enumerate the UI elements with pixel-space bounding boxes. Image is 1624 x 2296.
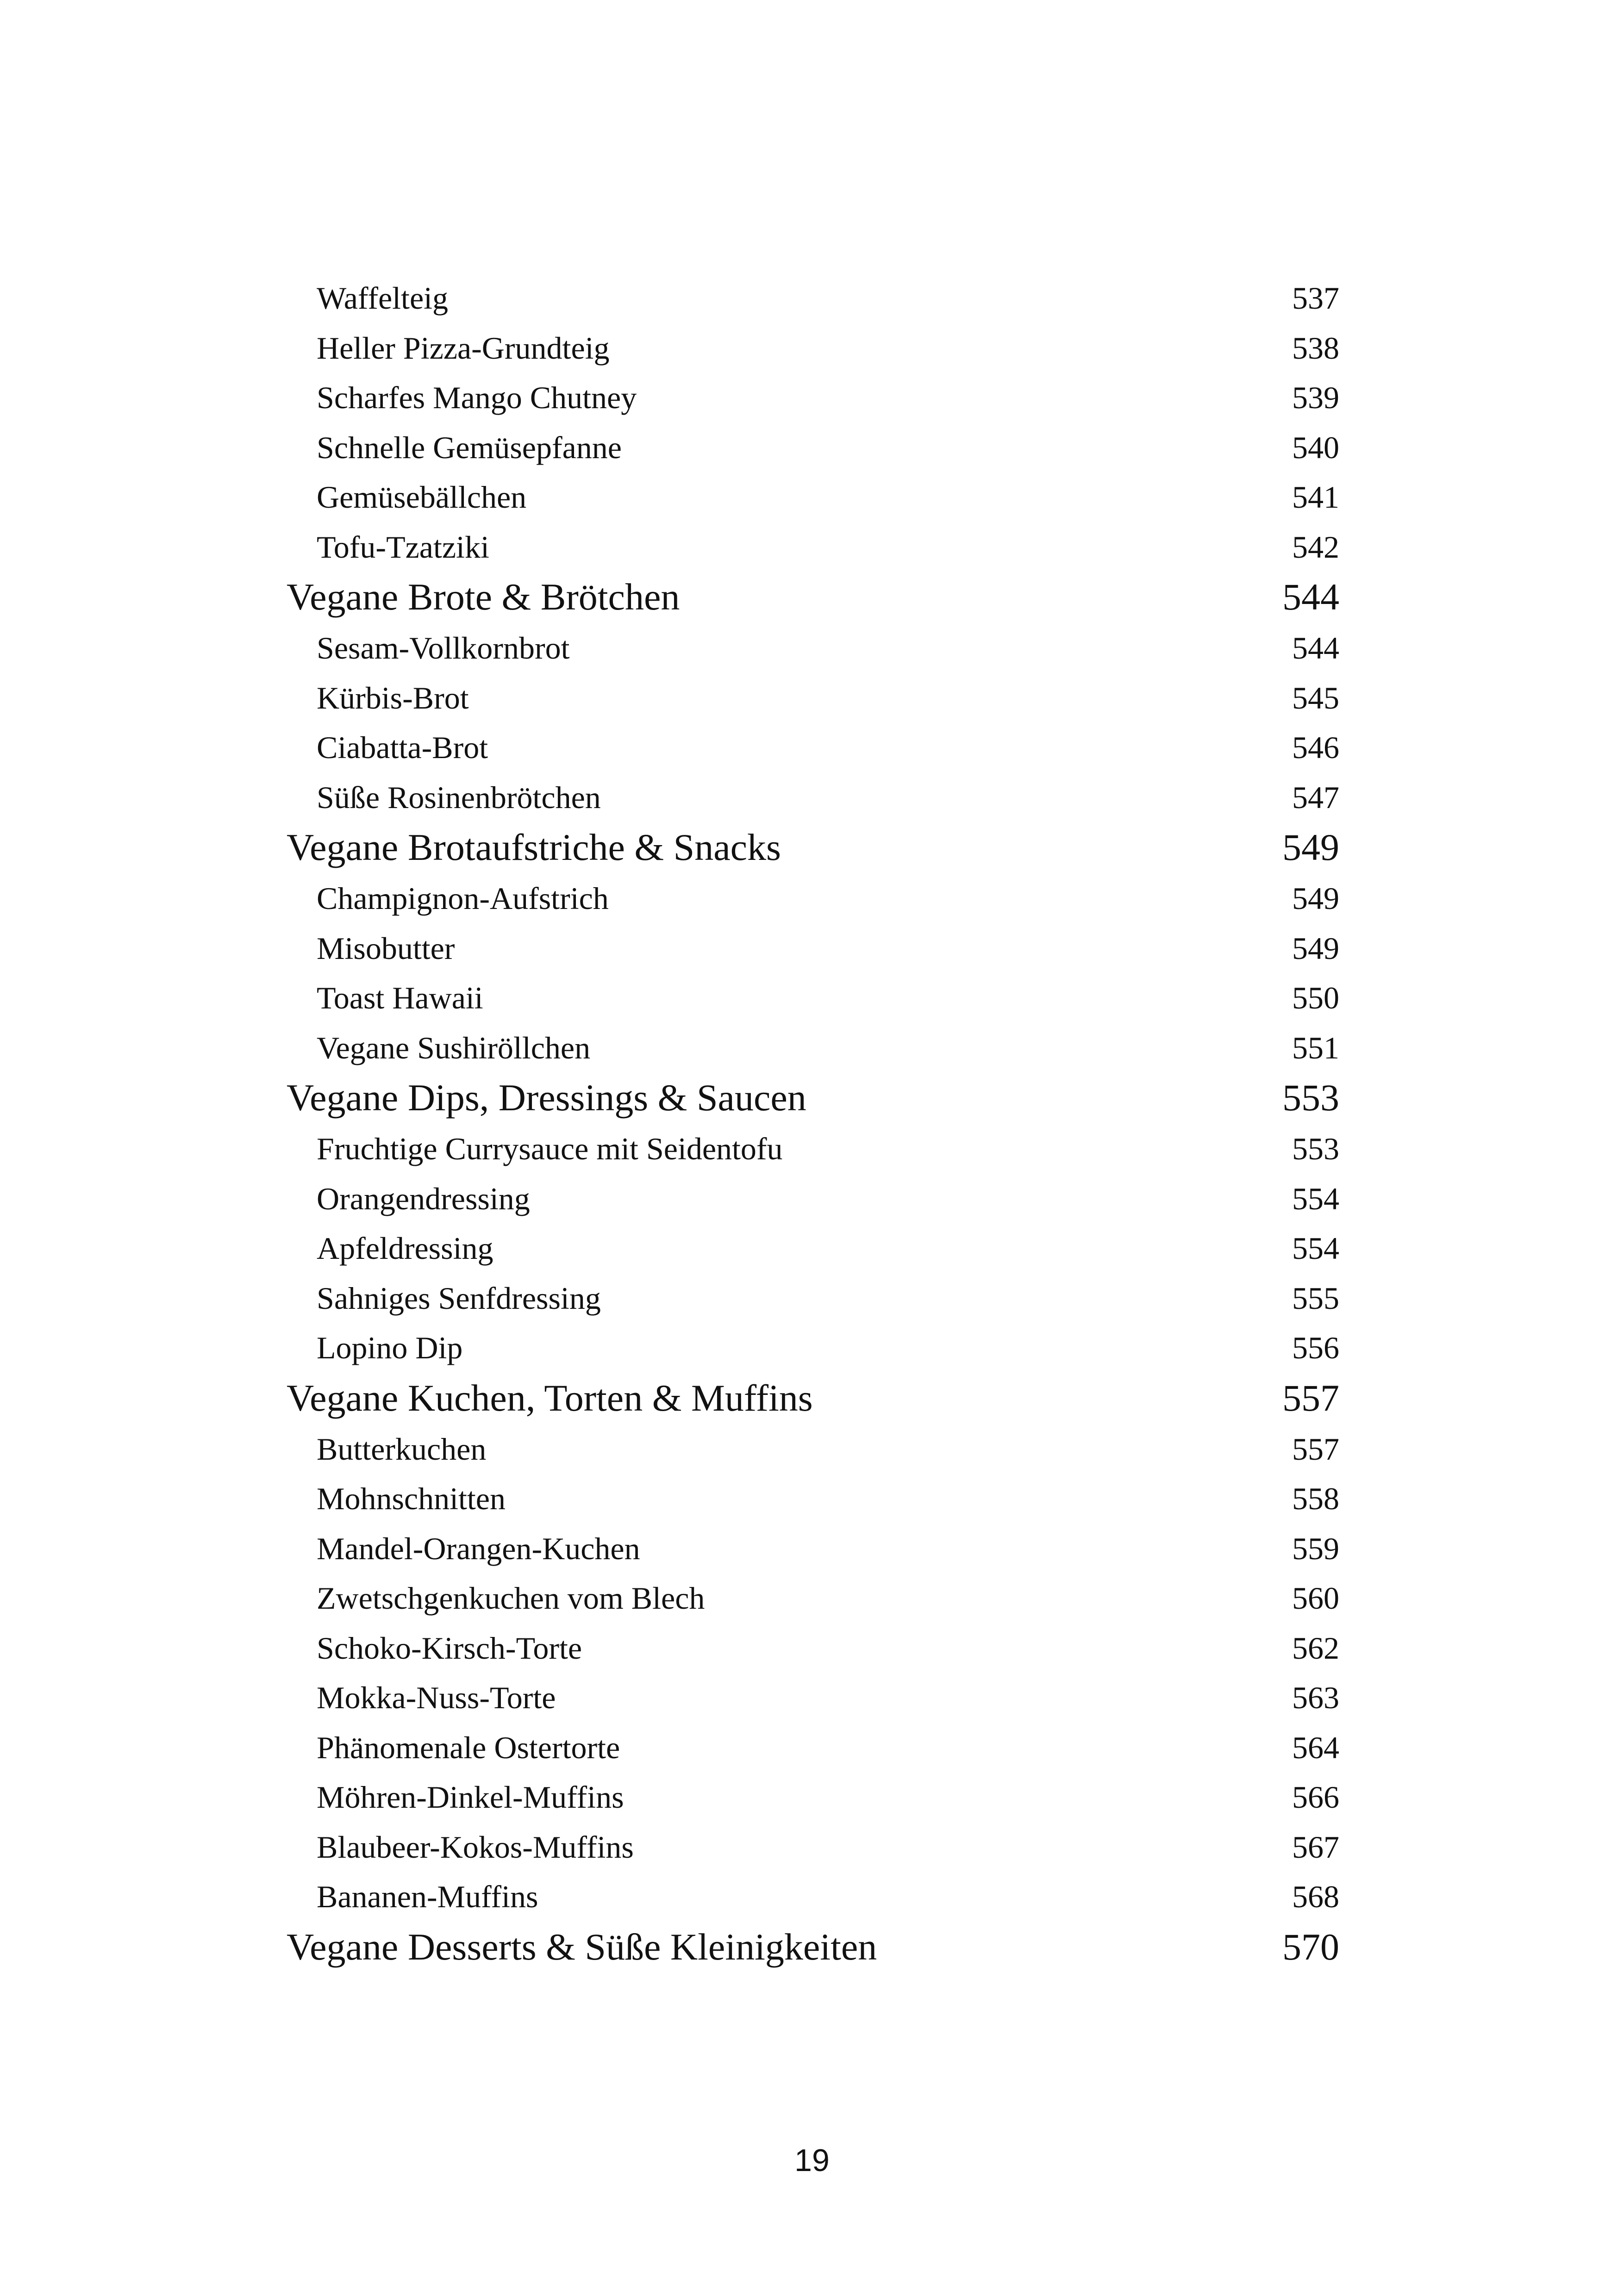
toc-entry-row xyxy=(0,1423,1624,1473)
toc-entry-page-number: 556 xyxy=(1292,1330,1339,1365)
toc-entry-title: Süße Rosinenbrötchen xyxy=(317,779,601,815)
toc-entry-title: Bananen-Muffins xyxy=(317,1879,538,1914)
toc-entry-title: Fruchtige Currysauce mit Seidentofu xyxy=(317,1131,783,1166)
toc-entry-page-number: 540 xyxy=(1292,429,1339,465)
toc-entry-page-number: 560 xyxy=(1292,1580,1339,1616)
toc-entry-page-number: 538 xyxy=(1292,330,1339,366)
toc-section-title: Vegane Brote & Brötchen xyxy=(287,576,680,618)
toc-entry-row xyxy=(0,1771,1624,1821)
table-of-contents xyxy=(0,272,1624,1972)
toc-entry-page-number: 554 xyxy=(1292,1231,1339,1266)
toc-entry-page-number: 562 xyxy=(1292,1630,1339,1666)
toc-entry-page-number: 545 xyxy=(1292,680,1339,716)
toc-entry-row xyxy=(0,1322,1624,1372)
toc-section-row xyxy=(0,571,1624,622)
toc-entry-row xyxy=(0,672,1624,722)
toc-entry-row xyxy=(0,622,1624,672)
toc-entry-row xyxy=(0,471,1624,521)
toc-entry-row xyxy=(0,422,1624,472)
toc-section-row xyxy=(0,1071,1624,1123)
toc-section-page-number: 553 xyxy=(1282,1076,1339,1119)
toc-section-row xyxy=(0,1921,1624,1972)
toc-entry-page-number: 553 xyxy=(1292,1131,1339,1166)
toc-entry-title: Schnelle Gemüsepfanne xyxy=(317,429,622,465)
toc-entry-page-number: 549 xyxy=(1292,930,1339,966)
toc-entry-page-number: 551 xyxy=(1292,1030,1339,1065)
toc-entry-row xyxy=(0,1622,1624,1672)
toc-entry-title: Mokka-Nuss-Torte xyxy=(317,1680,556,1715)
toc-entry-title: Scharfes Mango Chutney xyxy=(317,380,637,415)
toc-entry-page-number: 567 xyxy=(1292,1829,1339,1865)
toc-section-page-number: 557 xyxy=(1282,1376,1339,1419)
toc-entry-page-number: 559 xyxy=(1292,1531,1339,1566)
toc-entry-title: Kürbis-Brot xyxy=(317,680,469,716)
toc-entry-page-number: 549 xyxy=(1292,881,1339,916)
toc-entry-title: Orangendressing xyxy=(317,1181,530,1216)
toc-entry-title: Mohnschnitten xyxy=(317,1481,506,1516)
toc-section-page-number: 544 xyxy=(1282,576,1339,618)
toc-entry-page-number: 566 xyxy=(1292,1780,1339,1815)
toc-entry-page-number: 544 xyxy=(1292,630,1339,666)
toc-entry-row xyxy=(0,772,1624,821)
toc-entry-title: Blaubeer-Kokos-Muffins xyxy=(317,1829,634,1865)
toc-entry-row xyxy=(0,1173,1624,1223)
toc-entry-row xyxy=(0,872,1624,922)
toc-entry-row xyxy=(0,1272,1624,1322)
toc-entry-page-number: 558 xyxy=(1292,1481,1339,1516)
toc-entry-page-number: 554 xyxy=(1292,1181,1339,1216)
toc-entry-page-number: 564 xyxy=(1292,1730,1339,1765)
toc-entry-row xyxy=(0,1722,1624,1772)
toc-entry-row xyxy=(0,1022,1624,1072)
toc-entry-title: Toast Hawaii xyxy=(317,980,483,1015)
toc-entry-page-number: 542 xyxy=(1292,529,1339,565)
toc-entry-row xyxy=(0,972,1624,1022)
toc-entry-row xyxy=(0,1672,1624,1722)
toc-entry-title: Sahniges Senfdressing xyxy=(317,1280,601,1316)
toc-entry-row xyxy=(0,372,1624,422)
toc-entry-page-number: 555 xyxy=(1292,1280,1339,1316)
toc-entry-page-number: 539 xyxy=(1292,380,1339,415)
page-number: 19 xyxy=(794,2143,830,2178)
toc-entry-row xyxy=(0,1473,1624,1523)
toc-entry-title: Phänomenale Ostertorte xyxy=(317,1730,620,1765)
toc-entry-title: Zwetschgenkuchen vom Blech xyxy=(317,1580,705,1616)
toc-entry-page-number: 546 xyxy=(1292,730,1339,765)
toc-section-title: Vegane Brotaufstriche & Snacks xyxy=(287,826,781,868)
toc-entry-title: Ciabatta-Brot xyxy=(317,730,488,765)
toc-entry-title: Gemüsebällchen xyxy=(317,479,527,515)
toc-entry-row xyxy=(0,272,1624,322)
toc-section-title: Vegane Desserts & Süße Kleinigkeiten xyxy=(287,1925,877,1968)
toc-entry-title: Apfeldressing xyxy=(317,1231,493,1266)
toc-entry-title: Heller Pizza-Grundteig xyxy=(317,330,610,366)
toc-entry-title: Schoko-Kirsch-Torte xyxy=(317,1630,582,1666)
toc-entry-title: Waffelteig xyxy=(317,280,449,316)
toc-entry-title: Sesam-Vollkornbrot xyxy=(317,630,570,666)
toc-entry-title: Tofu-Tzatziki xyxy=(317,529,489,565)
toc-entry-page-number: 547 xyxy=(1292,779,1339,815)
toc-entry-page-number: 541 xyxy=(1292,479,1339,515)
toc-entry-title: Lopino Dip xyxy=(317,1330,463,1365)
toc-entry-row xyxy=(0,1222,1624,1272)
toc-entry-row xyxy=(0,1572,1624,1622)
toc-section-title: Vegane Dips, Dressings & Saucen xyxy=(287,1076,806,1119)
toc-entry-title: Butterkuchen xyxy=(317,1431,487,1467)
toc-entry-title: Möhren-Dinkel-Muffins xyxy=(317,1780,624,1815)
toc-entry-row xyxy=(0,1123,1624,1173)
toc-entry-row xyxy=(0,322,1624,372)
toc-entry-title: Vegane Sushiröllchen xyxy=(317,1030,591,1065)
toc-entry-row xyxy=(0,722,1624,772)
toc-entry-page-number: 557 xyxy=(1292,1431,1339,1467)
toc-section-page-number: 549 xyxy=(1282,826,1339,868)
toc-entry-row xyxy=(0,1871,1624,1921)
toc-entry-title: Champignon-Aufstrich xyxy=(317,881,609,916)
toc-entry-title: Misobutter xyxy=(317,930,455,966)
toc-entry-row xyxy=(0,922,1624,972)
toc-entry-page-number: 563 xyxy=(1292,1680,1339,1715)
toc-entry-title: Mandel-Orangen-Kuchen xyxy=(317,1531,640,1566)
toc-entry-page-number: 537 xyxy=(1292,280,1339,316)
toc-entry-page-number: 568 xyxy=(1292,1879,1339,1914)
toc-section-title: Vegane Kuchen, Torten & Muffins xyxy=(287,1376,813,1419)
toc-entry-row xyxy=(0,521,1624,571)
toc-section-page-number: 570 xyxy=(1282,1925,1339,1968)
toc-entry-row xyxy=(0,1821,1624,1871)
toc-entry-row xyxy=(0,1523,1624,1573)
toc-section-row xyxy=(0,1372,1624,1423)
toc-entry-page-number: 550 xyxy=(1292,980,1339,1015)
toc-section-row xyxy=(0,821,1624,872)
